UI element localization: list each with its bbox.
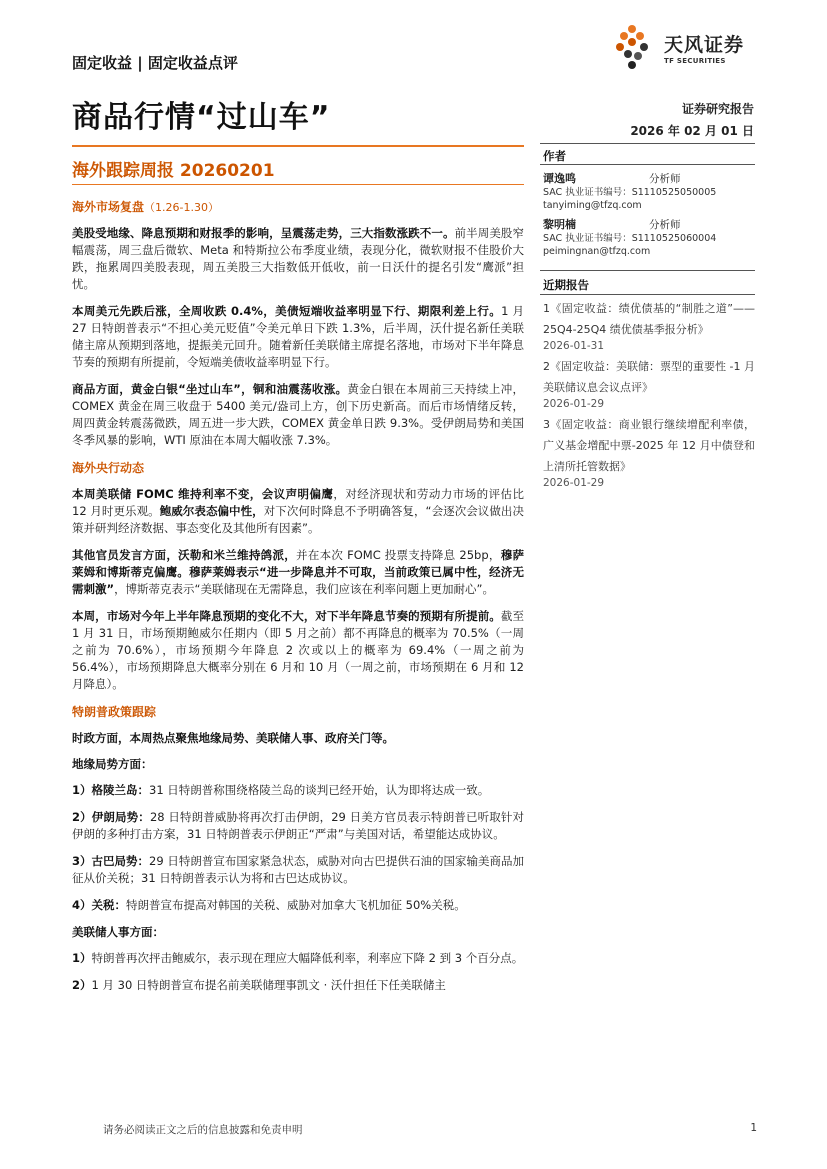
logo-name: 天风证券 (664, 34, 745, 56)
report-title: 商品行情“过山车” (72, 100, 331, 135)
market-paragraph-1: 美股受地缘、降息预期和财报季的影响，呈震荡走势，三大指数涨跌不一。前半周美股窄幅震荡，周三盘后微软、Meta 和特斯拉公布季度业绩，表现分化，微软财报不佳股价大跌，拖累周四美股表现，周五美股三大指数低开低收，前一日沃什的提名引发“鹰派”担忧。 (72, 226, 525, 291)
market-paragraph-3: 商品方面，黄金白银“坐过山车”，铜和油震荡收涨。黄金白银在本周前三天持续上冲，COMEX 黄金在周三收盘于 5400 美元/盎司上方，创下历史新高。而后市场情绪反转，周四黄金转震荡微跌，周五进一步大跌，COMEX 黄金单日跌 9.3%。受伊朗局势和美国冬季风暴的影响，WTI 原油在本周大幅收涨 7.3%。 (72, 382, 525, 447)
market-paragraph-2: 本周美元先跌后涨，全周收跌 0.4%，美债短端收益率明显下行、期限利差上行。1 月 27 日特朗普表示“不担心美元贬值”令美元单日下跌 1.3%，后半周，沃什提名新任美联储主席从预期到落地，提振美元回升。随着新任美联储主席提名落地，市场对下半年降息节奏的预期有所提前，令短端美债收益率明显下行。 (72, 304, 524, 369)
footer-disclaimer: 请务必阅读正文之后的信息披露和免责申明 (103, 1124, 303, 1136)
section-title-market: 海外市场复盘（1.26-1.30） (72, 200, 219, 214)
geo-item-greenland: 1）格陵兰岛：31 日特朗普称围绕格陵兰岛的谈判已经开始，认为即将达成一致。 (72, 783, 490, 797)
recent-reports-list (543, 298, 755, 493)
fed-paragraph-1: 本周美联储 FOMC 维持利率不变，会议声明偏鹰，对经济现状和劳动力市场的评估比 12 月时更乐观。鲍威尔表态偏中性，对下次何时降息不予明确答复，“会逐次会议做出决策并研判经济数据、事态变化及其他所有因素”。 (72, 487, 525, 535)
geo-item-tariff: 4）关税：特朗普宣布提高对韩国的关税、威胁对加拿大飞机加征 50%关税。 (72, 898, 466, 912)
recent-divider-top (540, 270, 755, 271)
geo-subtitle: 地缘局势方面： (72, 757, 153, 771)
fed-personnel-item-1: 1）特朗普再次抨击鲍威尔，表示现在理应大幅降低利率，利率应下降 2 到 3 个百分点。 (72, 951, 524, 965)
geo-item-cuba: 3）古巴局势：29 日特朗普宣布国家紧急状态，威胁对向古巴提供石油的国家输美商品加征从价关税；31 日特朗普表示认为将和古巴达成协议。 (72, 854, 524, 885)
authors-section (543, 148, 755, 164)
sidebar-divider-top (540, 143, 755, 144)
author-card: 黎明楠 分析师 SAC 执业证书编号：S1110525060004 peimingnan@tfzq.com (543, 216, 755, 258)
recent-report-link[interactable]: 2《固定收益：美联储：票型的重要性 -1 月美联储议息会议点评》 (543, 360, 755, 394)
recent-reports-title-wrap (543, 277, 755, 293)
author-card: 谭逸鸣 分析师 SAC 执业证书编号：S1110525050005 tanyiming@tfzq.com (543, 170, 755, 212)
section-title-trump: 特朗普政策跟踪 (72, 705, 157, 719)
recent-report-date: 2026-01-31 (543, 340, 605, 352)
recent-report-date: 2026-01-29 (543, 477, 605, 489)
main-content (72, 198, 524, 1004)
author-email[interactable]: peimingnan@tfzq.com (543, 246, 651, 257)
recent-divider (540, 294, 755, 295)
title-divider (72, 145, 524, 147)
page-number: 1 (750, 1122, 757, 1134)
fed-personnel-subtitle: 美联储人事方面： (72, 925, 164, 939)
report-subtitle: 海外跟踪周报 20260201 (72, 161, 275, 181)
trump-intro: 时政方面，本周热点聚焦地缘局势、美联储人事、政府关门等。 (72, 731, 394, 745)
authors-title: 作者 (543, 149, 566, 163)
fed-personnel-item-2: 2）1 月 30 日特朗普宣布提名前美联储理事凯文 · 沃什担任下任美联储主 (72, 978, 446, 992)
report-type: 证券研究报告 (681, 102, 754, 116)
section-title-fed: 海外央行动态 (72, 461, 145, 475)
author-email[interactable]: tanyiming@tfzq.com (543, 200, 642, 211)
report-date: 2026 年 02 月 01 日 (630, 124, 754, 138)
recent-reports-title: 近期报告 (543, 278, 589, 292)
report-category: 固定收益 | 固定收益点评 (72, 54, 238, 72)
recent-report-date: 2026-01-29 (543, 398, 605, 410)
geo-item-iran: 2）伊朗局势：28 日特朗普威胁将再次打击伊朗，29 日美方官员表示特朗普已听取针对伊朗的多种打击方案，31 日特朗普表示伊朗正“严肃”与美国对话，希望能达成协议。 (72, 810, 524, 841)
logo-mark-icon (616, 25, 648, 69)
subtitle-divider (72, 184, 524, 185)
fed-paragraph-3: 本周，市场对今年上半年降息预期的变化不大，对下半年降息节奏的预期有所提前。截至 1 月 31 日，市场预期鲍威尔任期内（即 5 月之前）都不再降息的概率为 70.5%（一周之前为 70.6%），市场预期今年降息 2 次或以上的概率为 69.4%（一周之前为 56.4%），市场预期降息大概率分别在 6 月和 10 月（一周之前，市场预期在 6 月和 12 月降息）。 (72, 609, 524, 691)
fed-paragraph-2: 其他官员发言方面，沃勒和米兰维持鸽派，并在本次 FOMC 投票支持降息 25bp，穆萨莱姆和博斯蒂克偏鹰。穆萨莱姆表示“进一步降息并不可取，当前政策已属中性，经济无需刺激”，博斯蒂克表示“美联储现在无需降息，我们应该在利率问题上更加耐心”。 (72, 548, 525, 596)
authors-divider (540, 164, 755, 165)
recent-report-link[interactable]: 1《固定收益：绩优债基的“制胜之道”——25Q4-25Q4 绩优债基季报分析》 (543, 302, 755, 336)
recent-report-link[interactable]: 3《固定收益：商业银行继续增配利率债，广义基金增配中票-2025 年 12 月中债登和上清所托管数据》 (543, 418, 755, 473)
logo-english-name: TF SECURITIES (664, 57, 726, 65)
